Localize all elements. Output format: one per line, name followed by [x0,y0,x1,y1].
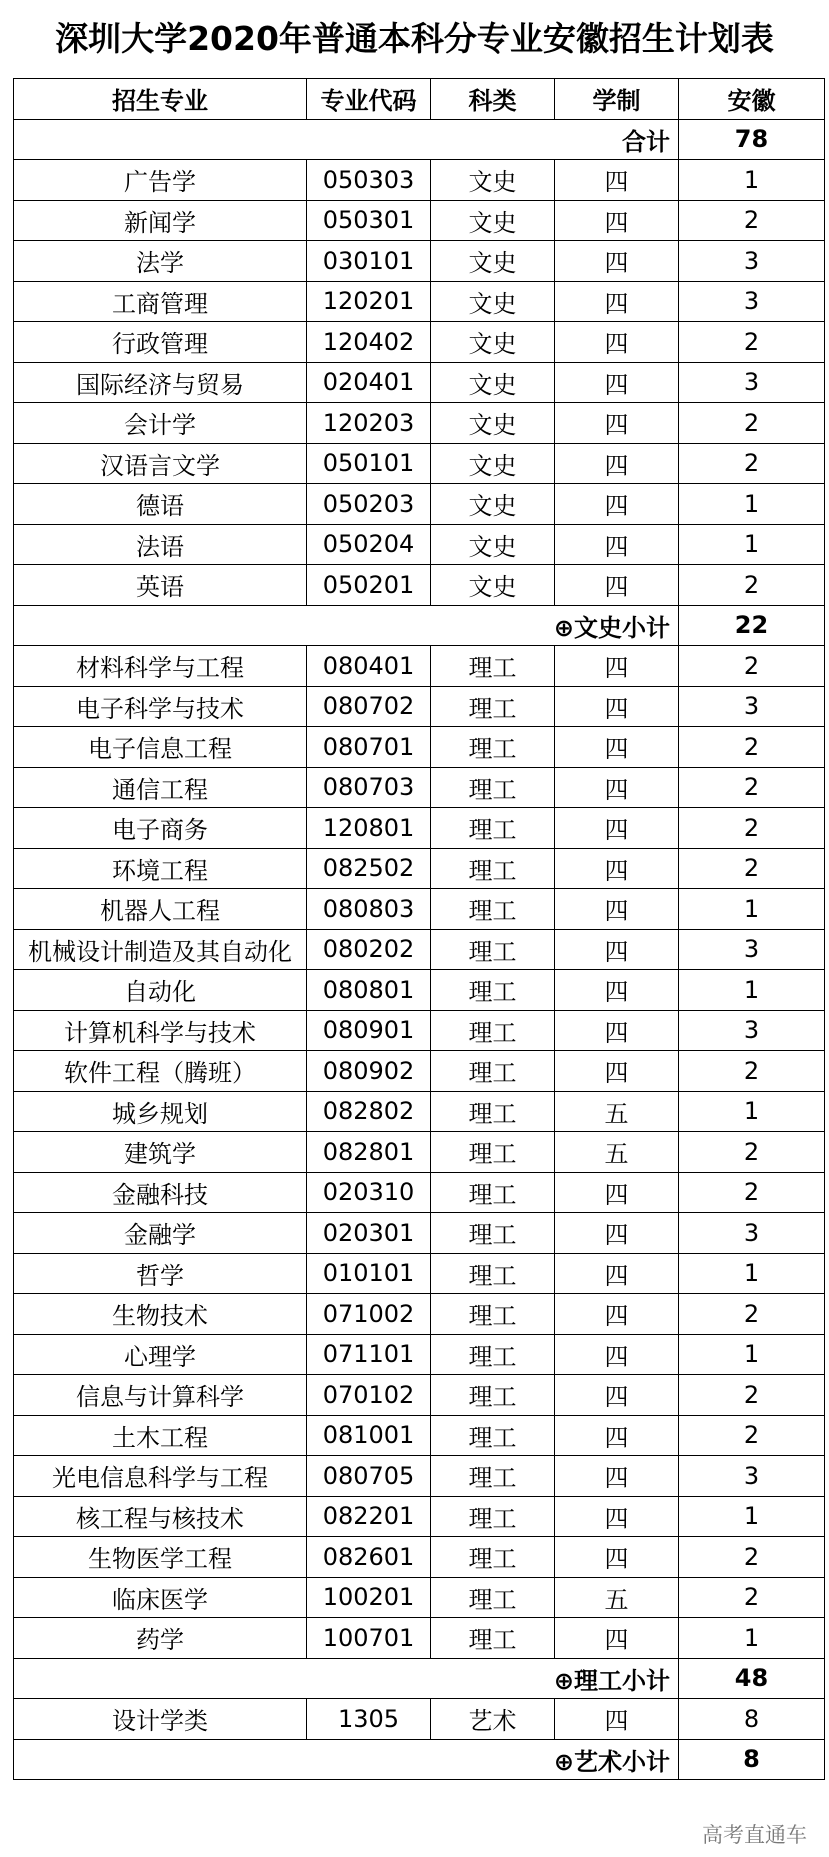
header-code: 专业代码 [307,79,431,120]
study-years: 四 [555,646,679,687]
total-value: 78 [679,119,825,160]
anhui-quota: 2 [679,200,825,241]
study-years: 四 [555,1618,679,1659]
major-name: 新闻学 [14,200,307,241]
header-row [14,79,825,120]
table-row [14,565,825,606]
major-code: 081001 [307,1415,431,1456]
enrollment-plan-table [13,78,825,1780]
table-row [14,848,825,889]
subject-category: 理工 [431,1294,555,1335]
major-code: 120201 [307,281,431,322]
major-name: 软件工程（腾班） [14,1051,307,1092]
study-years: 四 [555,767,679,808]
subject-category: 理工 [431,1537,555,1578]
subtotal-value: 8 [679,1739,825,1780]
study-years: 四 [555,1172,679,1213]
major-code: 010101 [307,1253,431,1294]
major-name: 广告学 [14,160,307,201]
table-row [14,970,825,1011]
major-name: 临床医学 [14,1577,307,1618]
major-code: 082601 [307,1537,431,1578]
major-code: 020310 [307,1172,431,1213]
study-years: 四 [555,160,679,201]
subject-category: 理工 [431,767,555,808]
anhui-quota: 1 [679,524,825,565]
study-years: 四 [555,565,679,606]
anhui-quota: 3 [679,362,825,403]
major-name: 信息与计算科学 [14,1375,307,1416]
subtotal-value: 22 [679,605,825,646]
major-name: 哲学 [14,1253,307,1294]
major-code: 020301 [307,1213,431,1254]
table-body [14,119,825,1780]
table-row [14,1253,825,1294]
table-row [14,484,825,525]
major-name: 电子信息工程 [14,727,307,768]
study-years: 四 [555,524,679,565]
subject-category: 理工 [431,646,555,687]
subtotal-row [14,1739,825,1780]
subject-category: 理工 [431,727,555,768]
major-name: 土木工程 [14,1415,307,1456]
table-row [14,1091,825,1132]
anhui-quota: 1 [679,1618,825,1659]
anhui-quota: 2 [679,1132,825,1173]
anhui-quota: 2 [679,1375,825,1416]
study-years: 四 [555,443,679,484]
subject-category: 理工 [431,1051,555,1092]
anhui-quota: 3 [679,241,825,282]
table-header [14,79,825,120]
study-years: 四 [555,281,679,322]
subject-category: 理工 [431,1577,555,1618]
subtotal-label: ⊕文史小计 [14,605,679,646]
subject-category: 文史 [431,362,555,403]
table-row [14,1051,825,1092]
major-name: 计算机科学与技术 [14,1010,307,1051]
table-row [14,1375,825,1416]
subject-category: 文史 [431,281,555,322]
anhui-quota: 1 [679,1496,825,1537]
study-years: 四 [555,200,679,241]
major-code: 070102 [307,1375,431,1416]
major-name: 城乡规划 [14,1091,307,1132]
major-code: 080803 [307,889,431,930]
subject-category: 理工 [431,889,555,930]
major-name: 通信工程 [14,767,307,808]
major-name: 设计学类 [14,1699,307,1740]
study-years: 四 [555,1415,679,1456]
subject-category: 理工 [431,1010,555,1051]
major-code: 080202 [307,929,431,970]
major-code: 050301 [307,200,431,241]
anhui-quota: 3 [679,1010,825,1051]
subject-category: 理工 [431,686,555,727]
study-years: 四 [555,1010,679,1051]
major-code: 020401 [307,362,431,403]
major-code: 080902 [307,1051,431,1092]
major-name: 法学 [14,241,307,282]
subject-category: 理工 [431,929,555,970]
major-code: 1305 [307,1699,431,1740]
major-name: 金融学 [14,1213,307,1254]
major-code: 080701 [307,727,431,768]
major-name: 电子商务 [14,808,307,849]
table-row [14,1172,825,1213]
anhui-quota: 2 [679,1294,825,1335]
total-label: 合计 [14,119,679,160]
major-code: 080702 [307,686,431,727]
table-row [14,686,825,727]
subject-category: 理工 [431,1618,555,1659]
table-row [14,1294,825,1335]
table-row [14,1618,825,1659]
major-code: 082801 [307,1132,431,1173]
study-years: 四 [555,362,679,403]
major-code: 080703 [307,767,431,808]
major-name: 建筑学 [14,1132,307,1173]
anhui-quota: 2 [679,565,825,606]
major-name: 工商管理 [14,281,307,322]
major-name: 国际经济与贸易 [14,362,307,403]
anhui-quota: 2 [679,322,825,363]
anhui-quota: 2 [679,1172,825,1213]
major-name: 药学 [14,1618,307,1659]
anhui-quota: 2 [679,1577,825,1618]
major-code: 100201 [307,1577,431,1618]
major-name: 会计学 [14,403,307,444]
anhui-quota: 1 [679,889,825,930]
anhui-quota: 3 [679,686,825,727]
major-code: 120203 [307,403,431,444]
study-years: 四 [555,970,679,1011]
anhui-quota: 2 [679,646,825,687]
major-name: 材料科学与工程 [14,646,307,687]
table-row [14,767,825,808]
anhui-quota: 1 [679,970,825,1011]
major-name: 金融科技 [14,1172,307,1213]
table-row [14,1213,825,1254]
table-row [14,1577,825,1618]
table-row [14,241,825,282]
header-anhui: 安徽 [679,79,825,120]
anhui-quota: 2 [679,1415,825,1456]
major-code: 050203 [307,484,431,525]
subject-category: 理工 [431,1334,555,1375]
anhui-quota: 2 [679,767,825,808]
major-code: 082201 [307,1496,431,1537]
subject-category: 理工 [431,1172,555,1213]
subject-category: 理工 [431,1375,555,1416]
major-code: 080705 [307,1456,431,1497]
study-years: 四 [555,1496,679,1537]
major-code: 080901 [307,1010,431,1051]
subtotal-value: 48 [679,1658,825,1699]
study-years: 四 [555,848,679,889]
anhui-quota: 2 [679,848,825,889]
watermark: 高考直通车 [702,1823,807,1847]
table-row [14,362,825,403]
page-title: 深圳大学2020年普通本科分专业安徽招生计划表 [55,19,774,58]
study-years: 四 [555,1051,679,1092]
major-code: 071002 [307,1294,431,1335]
table-row [14,1496,825,1537]
anhui-quota: 2 [679,727,825,768]
major-code: 050101 [307,443,431,484]
major-name: 生物技术 [14,1294,307,1335]
subject-category: 理工 [431,848,555,889]
subtotal-label: ⊕理工小计 [14,1658,679,1699]
subject-category: 理工 [431,1213,555,1254]
major-name: 生物医学工程 [14,1537,307,1578]
subject-category: 理工 [431,1456,555,1497]
subject-category: 理工 [431,1132,555,1173]
table-row [14,200,825,241]
study-years: 四 [555,241,679,282]
table-row [14,1132,825,1173]
table-row [14,929,825,970]
major-code: 071101 [307,1334,431,1375]
total-row [14,119,825,160]
study-years: 四 [555,1253,679,1294]
table-row [14,889,825,930]
anhui-quota: 2 [679,808,825,849]
table-row [14,281,825,322]
anhui-quota: 2 [679,1051,825,1092]
study-years: 四 [555,322,679,363]
study-years: 五 [555,1577,679,1618]
study-years: 四 [555,889,679,930]
table-row [14,646,825,687]
study-years: 四 [555,727,679,768]
subject-category: 文史 [431,403,555,444]
subject-category: 理工 [431,1253,555,1294]
subtotal-label: ⊕艺术小计 [14,1739,679,1780]
anhui-quota: 2 [679,443,825,484]
anhui-quota: 1 [679,160,825,201]
study-years: 四 [555,403,679,444]
table-row [14,727,825,768]
anhui-quota: 2 [679,1537,825,1578]
major-name: 行政管理 [14,322,307,363]
major-name: 汉语言文学 [14,443,307,484]
subject-category: 理工 [431,1496,555,1537]
subject-category: 理工 [431,970,555,1011]
study-years: 四 [555,1537,679,1578]
table-row [14,322,825,363]
study-years: 四 [555,686,679,727]
anhui-quota: 3 [679,929,825,970]
table-row [14,1456,825,1497]
major-name: 机械设计制造及其自动化 [14,929,307,970]
anhui-quota: 1 [679,1091,825,1132]
major-code: 050201 [307,565,431,606]
study-years: 四 [555,1334,679,1375]
subject-category: 理工 [431,1415,555,1456]
subject-category: 理工 [431,1091,555,1132]
table-row [14,808,825,849]
major-code: 050303 [307,160,431,201]
study-years: 四 [555,1456,679,1497]
subject-category: 文史 [431,524,555,565]
table-row [14,403,825,444]
header-major: 招生专业 [14,79,307,120]
major-name: 英语 [14,565,307,606]
anhui-quota: 1 [679,1253,825,1294]
major-code: 080801 [307,970,431,1011]
major-name: 心理学 [14,1334,307,1375]
major-code: 050204 [307,524,431,565]
major-name: 光电信息科学与工程 [14,1456,307,1497]
major-code: 030101 [307,241,431,282]
anhui-quota: 1 [679,1334,825,1375]
subject-category: 文史 [431,322,555,363]
header-duration: 学制 [555,79,679,120]
table-row [14,1010,825,1051]
subject-category: 艺术 [431,1699,555,1740]
major-code: 080401 [307,646,431,687]
anhui-quota: 8 [679,1699,825,1740]
anhui-quota: 3 [679,1213,825,1254]
major-name: 机器人工程 [14,889,307,930]
table-row [14,1537,825,1578]
subject-category: 文史 [431,160,555,201]
major-name: 自动化 [14,970,307,1011]
subject-category: 文史 [431,484,555,525]
major-code: 082802 [307,1091,431,1132]
subject-category: 理工 [431,808,555,849]
anhui-quota: 3 [679,1456,825,1497]
anhui-quota: 1 [679,484,825,525]
table-row [14,1415,825,1456]
study-years: 四 [555,929,679,970]
study-years: 四 [555,484,679,525]
subject-category: 文史 [431,565,555,606]
subject-category: 文史 [431,443,555,484]
table-row [14,160,825,201]
subtotal-row [14,1658,825,1699]
anhui-quota: 3 [679,281,825,322]
major-name: 核工程与核技术 [14,1496,307,1537]
subtotal-row [14,605,825,646]
major-code: 120801 [307,808,431,849]
major-code: 100701 [307,1618,431,1659]
study-years: 四 [555,1294,679,1335]
major-name: 环境工程 [14,848,307,889]
major-name: 德语 [14,484,307,525]
table-row [14,524,825,565]
study-years: 四 [555,1699,679,1740]
major-name: 电子科学与技术 [14,686,307,727]
study-years: 五 [555,1132,679,1173]
study-years: 四 [555,808,679,849]
subject-category: 文史 [431,200,555,241]
table-row [14,443,825,484]
table-row [14,1699,825,1740]
study-years: 四 [555,1213,679,1254]
major-name: 法语 [14,524,307,565]
table-row [14,1334,825,1375]
study-years: 四 [555,1375,679,1416]
anhui-quota: 2 [679,403,825,444]
major-code: 120402 [307,322,431,363]
header-category: 科类 [431,79,555,120]
major-code: 082502 [307,848,431,889]
subject-category: 文史 [431,241,555,282]
study-years: 五 [555,1091,679,1132]
